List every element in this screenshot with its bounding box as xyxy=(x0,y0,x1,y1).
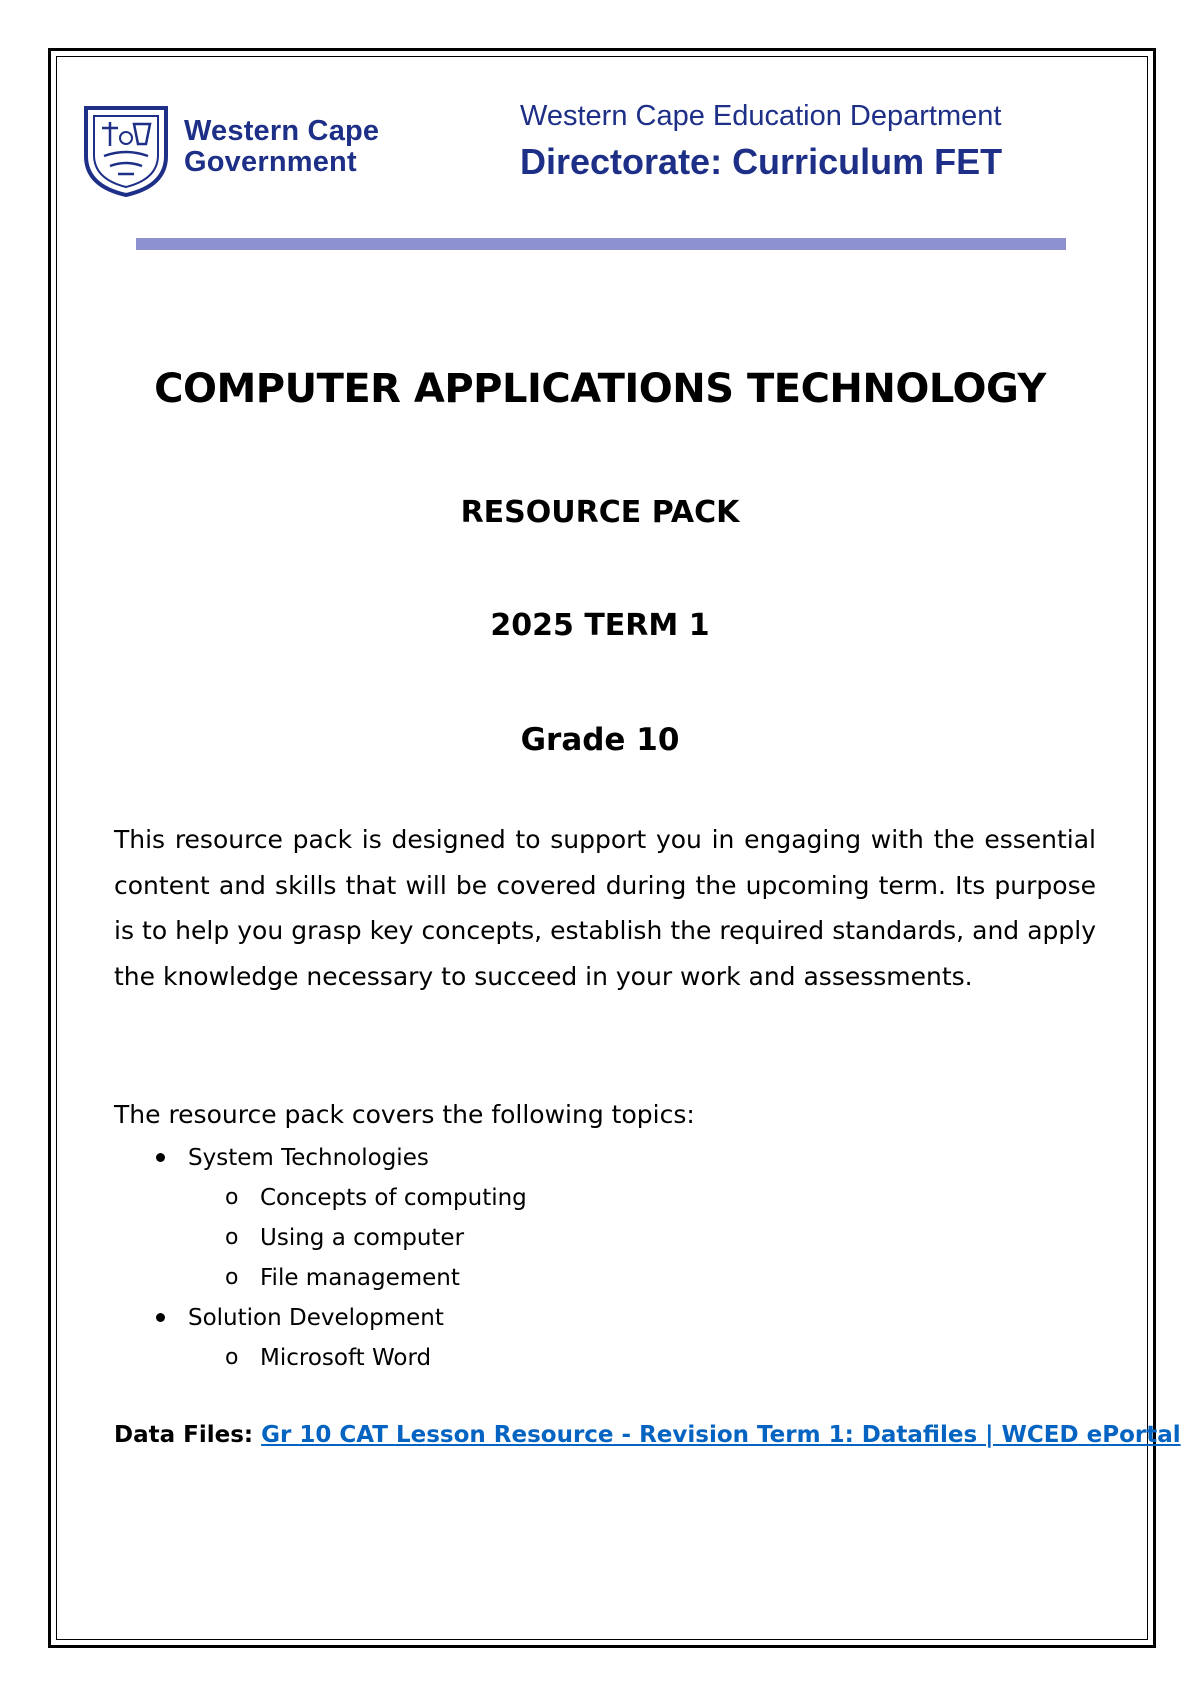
western-cape-coat-of-arms-logo xyxy=(80,100,172,198)
directorate-name: Directorate: Curriculum FET xyxy=(520,141,1003,182)
pack-title: RESOURCE PACK xyxy=(460,495,740,530)
subtopic-item xyxy=(114,1178,1014,1218)
topic-item xyxy=(114,1298,1014,1338)
topic-item xyxy=(114,1138,1014,1178)
subject-title: COMPUTER APPLICATIONS TECHNOLOGY xyxy=(154,366,1046,412)
circle-bullet-icon: o xyxy=(225,1265,239,1290)
subtopic-label: Concepts of computing xyxy=(260,1185,527,1211)
subtopic-label: Using a computer xyxy=(260,1225,465,1251)
bullet-icon xyxy=(156,1313,165,1322)
subtopic-item xyxy=(114,1338,1014,1378)
org-name-line-2: Government xyxy=(184,146,357,178)
intro-paragraph: This resource pack is designed to support you in engaging with the essential content and skills that will be covered during the upcoming term. Its purpose is to help you grasp key concepts, establish the required standards, and apply the knowledge necessary to succeed in your work and assessments. xyxy=(114,825,1096,991)
topics-list xyxy=(114,1138,1014,1378)
data-files-label: Data Files: xyxy=(114,1422,254,1448)
topics-lead: The resource pack covers the following topics: xyxy=(114,1100,695,1129)
department-name: Western Cape Education Department xyxy=(520,100,1002,132)
circle-bullet-icon: o xyxy=(225,1225,239,1250)
org-name xyxy=(184,116,379,178)
header-divider xyxy=(136,238,1066,250)
subtopic-item xyxy=(114,1258,1014,1298)
grade-title: Grade 10 xyxy=(520,722,680,758)
data-files-line xyxy=(114,1422,1181,1448)
org-name-line-1: Western Cape xyxy=(184,115,380,147)
circle-bullet-icon: o xyxy=(225,1345,239,1370)
term-title: 2025 TERM 1 xyxy=(490,608,710,643)
subtopic-label: File management xyxy=(260,1265,460,1291)
subtopic-item xyxy=(114,1218,1014,1258)
bullet-icon xyxy=(156,1153,165,1162)
circle-bullet-icon: o xyxy=(225,1185,239,1210)
topic-label: Solution Development xyxy=(188,1305,444,1331)
subtopic-label: Microsoft Word xyxy=(260,1345,432,1371)
data-files-link[interactable]: Gr 10 CAT Lesson Resource - Revision Term 1: Datafiles | WCED ePortal xyxy=(261,1422,1181,1448)
topic-label: System Technologies xyxy=(188,1145,429,1171)
